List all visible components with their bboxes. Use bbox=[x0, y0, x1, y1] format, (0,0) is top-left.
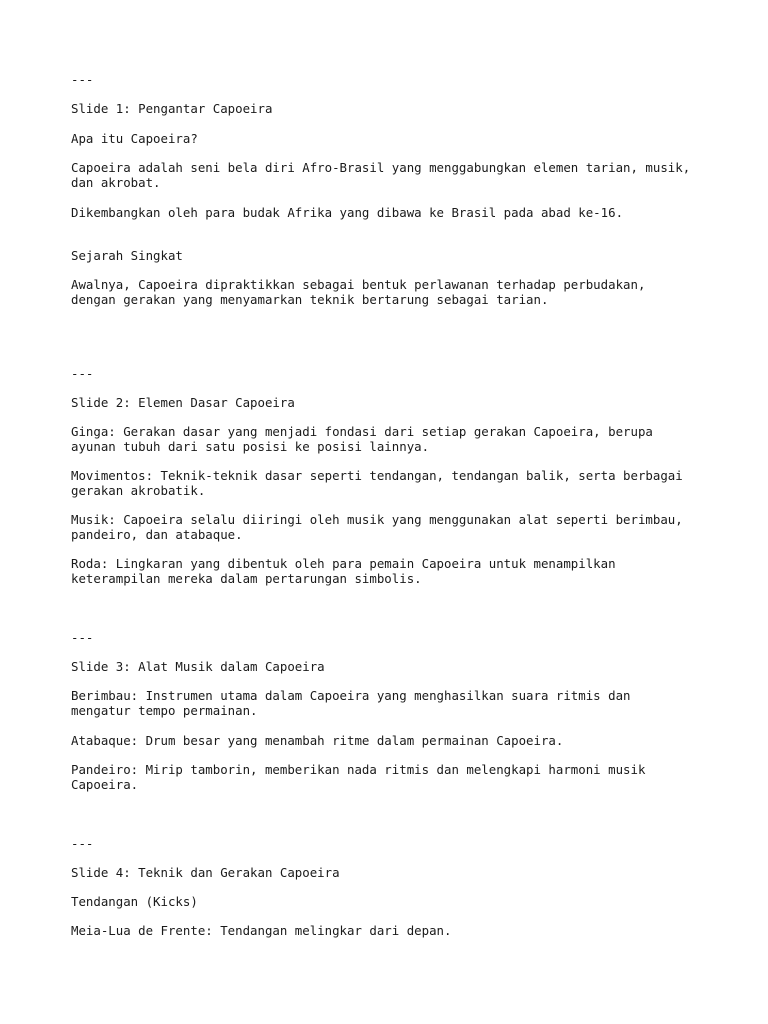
slide-3-title: Slide 3: Alat Musik dalam Capoeira bbox=[71, 659, 325, 674]
slide-1-subheading: Apa itu Capoeira? bbox=[71, 131, 198, 146]
slide-4-title: Slide 4: Teknik dan Gerakan Capoeira bbox=[71, 865, 340, 880]
paragraph-line: Capoeira. bbox=[71, 777, 139, 792]
slide-1-title: Slide 1: Pengantar Capoeira bbox=[71, 101, 273, 116]
paragraph-line: dengan gerakan yang menyamarkan teknik bertarung sebagai tarian. bbox=[71, 292, 549, 307]
separator-4: --- bbox=[71, 836, 94, 851]
separator-3: --- bbox=[71, 630, 94, 645]
separator-1: --- bbox=[71, 72, 94, 87]
paragraph-line: Roda: Lingkaran yang dibentuk oleh para pemain Capoeira untuk menampilkan bbox=[71, 556, 616, 571]
paragraph-line: Meia-Lua de Frente: Tendangan melingkar dari depan. bbox=[71, 923, 452, 938]
paragraph-line: Musik: Capoeira selalu diiringi oleh musik yang menggunakan alat seperti berimbau, bbox=[71, 512, 683, 527]
paragraph-line: Atabaque: Drum besar yang menambah ritme dalam permainan Capoeira. bbox=[71, 733, 564, 748]
slide-4-subheading: Tendangan (Kicks) bbox=[71, 894, 198, 909]
paragraph-line: mengatur tempo permainan. bbox=[71, 703, 258, 718]
paragraph-line: dan akrobat. bbox=[71, 175, 161, 190]
paragraph-line: Ginga: Gerakan dasar yang menjadi fondasi dari setiap gerakan Capoeira, berupa bbox=[71, 424, 653, 439]
paragraph-line: Dikembangkan oleh para budak Afrika yang dibawa ke Brasil pada abad ke-16. bbox=[71, 205, 624, 220]
paragraph-line: ayunan tubuh dari satu posisi ke posisi lainnya. bbox=[71, 439, 430, 454]
paragraph-line: Awalnya, Capoeira dipraktikkan sebagai bentuk perlawanan terhadap perbudakan, bbox=[71, 277, 646, 292]
slide-1-subheading: Sejarah Singkat bbox=[71, 248, 183, 263]
paragraph-line: pandeiro, dan atabaque. bbox=[71, 527, 243, 542]
separator-2: --- bbox=[71, 366, 94, 381]
paragraph-line: Capoeira adalah seni bela diri Afro-Brasil yang menggabungkan elemen tarian, musik, bbox=[71, 160, 691, 175]
paragraph-line: Pandeiro: Mirip tamborin, memberikan nada ritmis dan melengkapi harmoni musik bbox=[71, 762, 646, 777]
slide-2-title: Slide 2: Elemen Dasar Capoeira bbox=[71, 395, 295, 410]
paragraph-line: Berimbau: Instrumen utama dalam Capoeira yang menghasilkan suara ritmis dan bbox=[71, 688, 631, 703]
paragraph-line: gerakan akrobatik. bbox=[71, 483, 206, 498]
paragraph-line: Movimentos: Teknik-teknik dasar seperti tendangan, tendangan balik, serta berbagai bbox=[71, 468, 683, 483]
paragraph-line: keterampilan mereka dalam pertarungan simbolis. bbox=[71, 571, 422, 586]
